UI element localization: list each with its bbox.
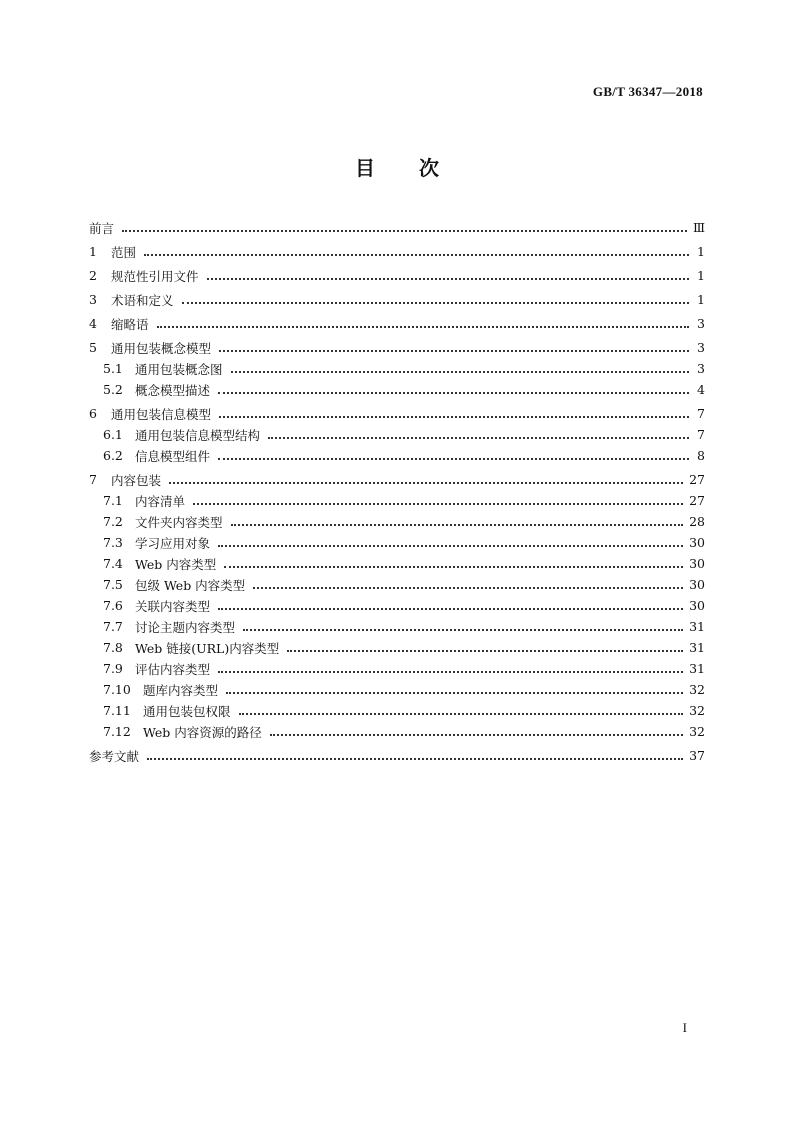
toc-entry[interactable] [89, 721, 705, 742]
toc-dot-leader [231, 524, 684, 526]
toc-entry-number: 7.12 [103, 724, 131, 739]
toc-dot-leader [122, 230, 687, 232]
toc-entry[interactable] [89, 595, 705, 616]
toc-dot-leader [268, 437, 689, 439]
toc-dot-leader [270, 734, 683, 736]
toc-entry-label: 前言 [89, 220, 115, 236]
page-title [0, 152, 794, 181]
toc-entry-number: 7.8 [103, 640, 123, 655]
toc-entry-label: 关联内容类型 [135, 598, 211, 614]
toc-entry-number: 7.10 [103, 682, 131, 697]
toc-entry[interactable] [89, 469, 705, 490]
toc-entry-label: 题库内容类型 [143, 682, 219, 698]
toc-dot-leader [287, 650, 683, 652]
toc-entry[interactable] [89, 700, 705, 721]
toc-entry-number: 4 [89, 316, 97, 331]
toc-dot-leader [147, 758, 683, 760]
toc-entry-page: 7 [697, 406, 705, 421]
toc-entry-label: 讨论主题内容类型 [135, 619, 236, 635]
toc-dot-leader [193, 503, 683, 505]
toc-dot-leader [169, 482, 683, 484]
toc-entry-number: 3 [89, 292, 97, 307]
toc-entry-page: 27 [689, 493, 705, 508]
toc-entry[interactable] [89, 511, 705, 532]
toc-entry-page: 1 [697, 244, 705, 259]
toc-entry-label: Web 内容资源的路径 [143, 724, 262, 740]
toc-entry-label: 信息模型组件 [135, 448, 211, 464]
toc-dot-leader [218, 545, 683, 547]
page-title-part-2: 次 [419, 156, 439, 180]
toc-entry[interactable] [89, 679, 705, 700]
toc-dot-leader [226, 692, 683, 694]
toc-entry-label: 通用包装信息模型 [111, 406, 212, 422]
toc-entry-page: 3 [697, 340, 705, 355]
page-title-part-1: 目 [355, 156, 375, 180]
toc-entry[interactable] [89, 445, 705, 466]
toc-entry-label: 通用包装概念图 [135, 361, 223, 377]
toc-entry-number: 7.11 [103, 703, 131, 718]
toc-entry-label: Web 链接(URL)内容类型 [135, 640, 280, 656]
toc-entry-label: 内容包装 [111, 472, 162, 488]
toc-entry-label: 术语和定义 [111, 292, 174, 308]
toc-entry[interactable] [89, 574, 705, 595]
toc-entry-label: 参考文献 [89, 748, 140, 764]
toc-dot-leader [218, 671, 683, 673]
toc-dot-leader [218, 608, 683, 610]
toc-entry[interactable] [89, 217, 705, 238]
toc-entry-number: 7.3 [103, 535, 123, 550]
toc-entry-number: 1 [89, 244, 97, 259]
toc-entry-number: 6.1 [103, 427, 123, 442]
toc-entry-label: 缩略语 [111, 316, 149, 332]
toc-entry-number: 6.2 [103, 448, 123, 463]
toc-entry-page: 8 [697, 448, 705, 463]
toc-entry-number: 7.9 [103, 661, 123, 676]
toc-entry-number: 5 [89, 340, 97, 355]
toc-entry-label: 概念模型描述 [135, 382, 211, 398]
toc-entry-page: 31 [689, 640, 705, 655]
toc-entry[interactable] [89, 616, 705, 637]
toc-entry-page: 37 [689, 748, 705, 763]
toc-entry-label: 文件夹内容类型 [135, 514, 223, 530]
toc-entry-number: 7 [89, 472, 97, 487]
toc-entry-number: 6 [89, 406, 97, 421]
toc-entry[interactable] [89, 424, 705, 445]
toc-entry[interactable] [89, 379, 705, 400]
toc-dot-leader [157, 326, 689, 328]
toc-entry-label: 范围 [111, 244, 137, 260]
toc-entry[interactable] [89, 265, 705, 286]
toc-entry-number: 7.6 [103, 598, 123, 613]
page-number: I [682, 1020, 687, 1035]
toc-entry-label: 包级 Web 内容类型 [135, 577, 246, 593]
toc-entry-page: Ⅲ [692, 220, 705, 235]
toc-dot-leader [231, 371, 689, 373]
toc-entry-page: 30 [689, 598, 705, 613]
toc-entry[interactable] [89, 313, 705, 334]
toc-entry-label: 通用包装信息模型结构 [135, 427, 261, 443]
toc-entry-page: 1 [697, 268, 705, 283]
toc-entry[interactable] [89, 553, 705, 574]
toc-entry-page: 31 [689, 619, 705, 634]
toc-dot-leader [219, 416, 689, 418]
toc-dot-leader [224, 566, 683, 568]
toc-entry-number: 7.4 [103, 556, 123, 571]
toc-entry[interactable] [89, 745, 705, 766]
toc-entry-page: 7 [697, 427, 705, 442]
toc-entry-page: 1 [697, 292, 705, 307]
toc-entry-page: 28 [689, 514, 705, 529]
toc-entry-number: 2 [89, 268, 97, 283]
toc-entry-label: 内容清单 [135, 493, 186, 509]
toc-entry-label: 评估内容类型 [135, 661, 211, 677]
toc-entry[interactable] [89, 403, 705, 424]
toc-entry-page: 27 [689, 472, 705, 487]
toc-entry-number: 5.2 [103, 382, 123, 397]
toc-entry-page: 32 [689, 682, 705, 697]
toc-entry[interactable] [89, 337, 705, 358]
toc-dot-leader [207, 278, 689, 280]
toc-dot-leader [144, 254, 689, 256]
toc-entry-page: 32 [689, 724, 705, 739]
toc-entry[interactable] [89, 658, 705, 679]
toc-entry-label: 学习应用对象 [135, 535, 211, 551]
toc-dot-leader [218, 392, 689, 394]
toc-dot-leader [253, 587, 683, 589]
toc-dot-leader [218, 458, 689, 460]
toc-entry-number: 7.1 [103, 493, 123, 508]
toc-entry[interactable] [89, 289, 705, 310]
toc-dot-leader [182, 302, 689, 304]
toc-entry-number: 5.1 [103, 361, 123, 376]
toc-entry-number: 7.7 [103, 619, 123, 634]
toc-entry-page: 30 [689, 535, 705, 550]
toc-entry[interactable] [89, 532, 705, 553]
standard-code-header: GB/T 36347—2018 [592, 84, 703, 99]
toc-entry-label: 通用包装包权限 [143, 703, 231, 719]
toc-entry[interactable] [89, 358, 705, 379]
toc-entry-page: 3 [697, 361, 705, 376]
toc-entry-page: 32 [689, 703, 705, 718]
toc-entry-page: 4 [697, 382, 705, 397]
toc-entry-label: Web 内容类型 [135, 556, 217, 572]
table-of-contents [89, 217, 705, 766]
toc-entry-label: 规范性引用文件 [111, 268, 199, 284]
toc-entry-label: 通用包装概念模型 [111, 340, 212, 356]
toc-dot-leader [243, 629, 683, 631]
toc-entry[interactable] [89, 637, 705, 658]
toc-dot-leader [239, 713, 684, 715]
toc-entry-number: 7.2 [103, 514, 123, 529]
toc-dot-leader [219, 350, 689, 352]
toc-entry-page: 30 [689, 577, 705, 592]
toc-entry-page: 31 [689, 661, 705, 676]
toc-entry-number: 7.5 [103, 577, 123, 592]
toc-entry-page: 3 [697, 316, 705, 331]
toc-entry[interactable] [89, 490, 705, 511]
toc-entry[interactable] [89, 241, 705, 262]
toc-entry-page: 30 [689, 556, 705, 571]
